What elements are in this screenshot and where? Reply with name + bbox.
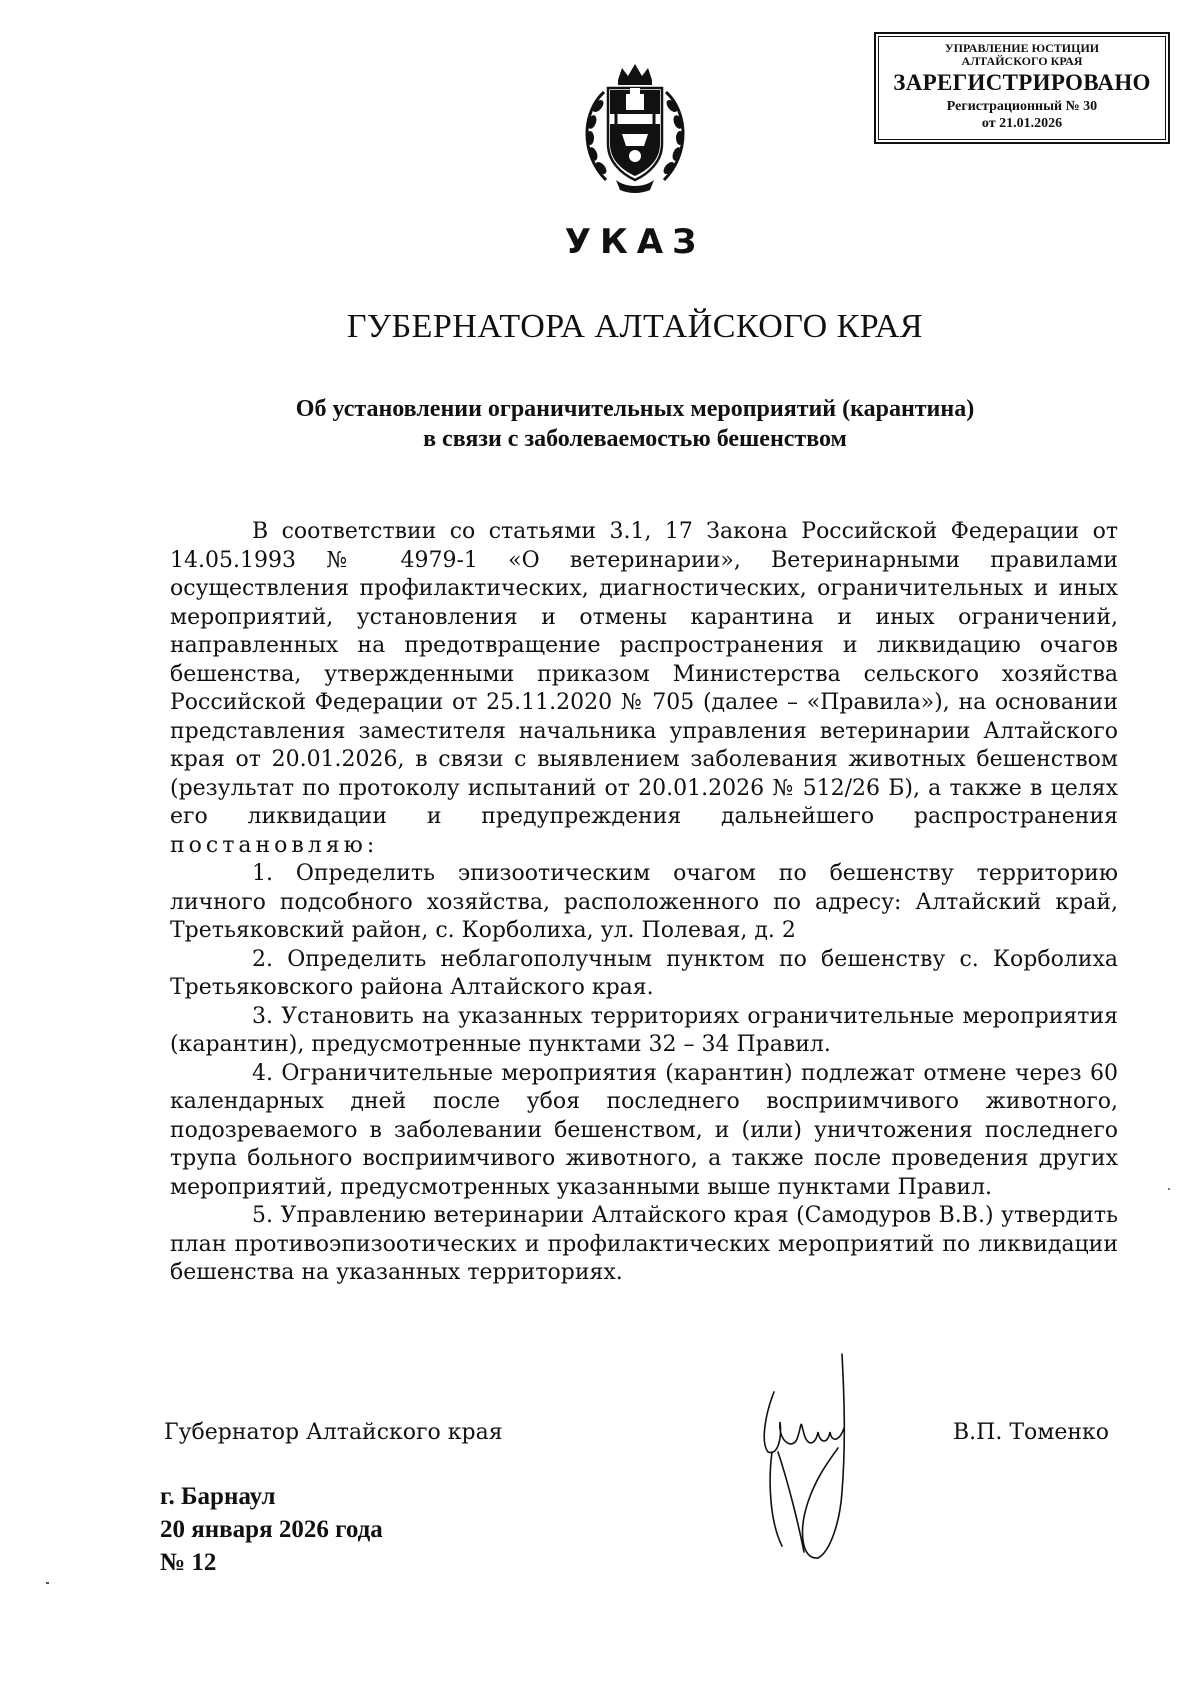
issue-details <box>160 1480 383 1579</box>
document-heading-line2: в связи с заболеваемостью бешенством <box>423 426 847 452</box>
stamp-status: ЗАРЕГИСТРИРОВАНО <box>893 70 1151 95</box>
registration-stamp <box>874 32 1170 144</box>
stamp-registration-number: Регистрационный № 30 <box>946 99 1098 114</box>
preamble-text: В соответствии со статьями 3.1, 17 Закона Российской Федерации от 14.05.1993 № 4979-1 «О ветеринарии», Ветеринарными правилами осуществления профилактических, диагностических, ограничительных и иных мероприятий, установления и отмены карантина и иных ограничений, направленных на предотвращение распространения и ликвидацию очагов бешенства, утвержденными приказом Министерства сельского хозяйства Российской Федерации от 25.11.2020 № 705 (далее – «Правила»), на основании представления заместителя начальника управления ветеринарии Алтайского края от 20.01.2026, в связи с выявлением заболевания животных бешенством (результат по протоколу испытаний от 20.01.2026 № 512/26 Б), а также в целях его ликвидации и предупреждения дальнейшего распространения <box>170 519 1118 829</box>
stamp-authority-line2: АЛТАЙСКОГО КРАЯ <box>961 54 1083 68</box>
document-heading-line1: Об установлении ограничительных мероприятий (карантина) <box>295 396 975 422</box>
signer-name: В.П. Томенко <box>953 1420 1110 1445</box>
issue-date: 20 января 2026 года <box>160 1516 383 1543</box>
stamp-authority-line1: УПРАВЛЕНИЕ ЮСТИЦИИ <box>944 41 1100 55</box>
decree-item-2: 2. Определить неблагополучным пунктом по бешенству с. Корболиха Третьяковского района Алтайского края. <box>170 946 1118 1000</box>
signer-position: Губернатор Алтайского края <box>164 1420 503 1445</box>
decree-word: постановляю: <box>170 832 379 858</box>
coat-of-arms-icon <box>576 62 694 194</box>
decree-item-4: 4. Ограничительные мероприятия (карантин) подлежат отмене через 60 календарных дней после убоя последнего восприимчивого животного, подозреваемого в заболевании бешенством, и (или) уничтожения последнего трупа больного восприимчивого животного, а также после проведения других мероприятий, предусмотренных указанными выше пунктами Правил. <box>170 1060 1118 1200</box>
decree-issuer: ГУБЕРНАТОРА АЛТАЙСКОГО КРАЯ <box>346 308 924 345</box>
preamble-paragraph <box>170 518 1118 860</box>
decree-item-5: 5. Управлению ветеринарии Алтайского края (Самодуров В.В.) утвердить план противоэпизоотических и профилактических мероприятий по ликвидации бешенства на указанных территориях. <box>170 1203 1118 1285</box>
decree-item-1: 1. Определить эпизоотическим очагом по бешенству территорию личного подсобного хозяйства, расположенного по адресу: Алтайский край, Третьяковский район, с. Корболиха, ул. Полевая, д. 2 <box>170 861 1118 943</box>
registration-stamp-frame <box>878 36 1166 140</box>
document-body <box>170 518 1118 1288</box>
decree-title: УКАЗ <box>564 222 706 262</box>
handwritten-signature-icon <box>758 1352 918 1562</box>
scan-speck <box>46 1582 49 1584</box>
stamp-registration-date: от 21.01.2026 <box>981 116 1063 131</box>
scan-speck <box>1168 1188 1170 1190</box>
decree-item-3: 3. Установить на указанных территориях ограничительные мероприятия (карантин), предусмотренные пунктами 32 – 34 Правил. <box>170 1003 1118 1057</box>
issue-city: г. Барнаул <box>160 1483 276 1510</box>
decree-number: № 12 <box>160 1549 217 1576</box>
document-heading <box>170 394 1100 454</box>
